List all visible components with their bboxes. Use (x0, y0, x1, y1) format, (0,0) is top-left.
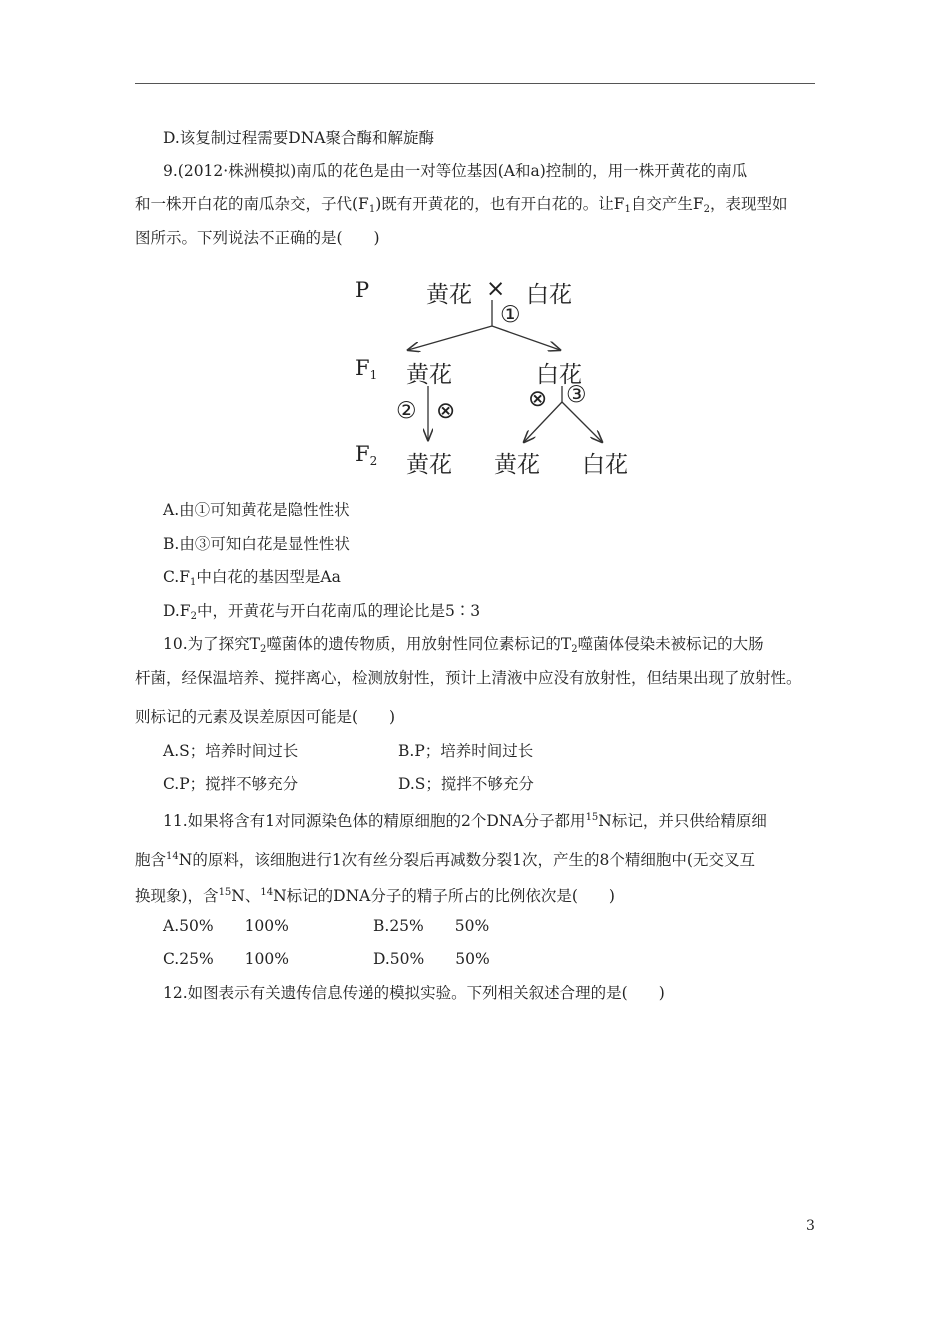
arrow-to-f2-white (562, 402, 602, 442)
arrow-to-f1-yellow (408, 326, 492, 350)
generation-f1: F1 (355, 356, 378, 382)
f2-yellow-flower-right: 黄花 (494, 452, 540, 478)
q11-stem-line3: 换现象)，含$^{15}$N、$^{14}$N标记的DNA分子的精子所占的比例依次是( ) (135, 887, 615, 905)
p-white-flower: 白花 (526, 282, 572, 308)
q11-stem-line2: 胞含$^{14}$N的原料，该细胞进行1次有丝分裂后再减数分裂1次，产生的8个精细胞中(无交叉互 (135, 851, 755, 869)
label-circle-2: ② (396, 398, 417, 424)
q9-option-b: B.由③可知白花是显性性状 (163, 535, 350, 553)
f2-yellow-flower-left: 黄花 (406, 452, 452, 478)
self-cross-symbol-right: ⊗ (528, 386, 548, 412)
q10-option-d: D.S；搅拌不够充分 (398, 775, 534, 793)
q10-option-a: A.S；培养时间过长 (163, 742, 299, 760)
q8-option-d: D.该复制过程需要DNA聚合酶和解旋酶 (163, 129, 434, 147)
f1-white-flower: 白花 (536, 362, 582, 388)
self-cross-symbol-left: ⊗ (436, 398, 456, 424)
header-rule (135, 83, 815, 84)
pedigree-diagram (340, 270, 640, 480)
q9-option-a: A.由①可知黄花是隐性性状 (163, 501, 350, 519)
q10-stem-line1: 10.为了探究$T_2$噬菌体的遗传物质，用放射性同位素标记的$T_2$噬菌体侵染未被标记的大肠 (163, 635, 764, 655)
label-circle-3: ③ (566, 382, 587, 408)
f2-white-flower: 白花 (582, 452, 628, 478)
p-yellow-flower: 黄花 (426, 282, 472, 308)
q10-stem-line2: 杆菌，经保温培养、搅拌离心，检测放射性，预计上清液中应没有放射性，但结果出现了放射性。 (135, 669, 802, 687)
q9-stem-line1: 9.(2012·株洲模拟)南瓜的花色是由一对等位基因(A和a)控制的，用一株开黄花的南瓜 (163, 162, 748, 180)
q9-option-d: $D.F_2$中，开黄花与开白花南瓜的理论比是5∶3 (163, 602, 481, 622)
arrow-to-f1-white (492, 326, 560, 350)
f1-yellow-flower: 黄花 (406, 362, 452, 388)
q11-option-d: D.50% 50% (373, 950, 490, 968)
cross-symbol: × (486, 276, 506, 302)
q12-stem-line1: 12.如图表示有关遗传信息传递的模拟实验。下列相关叙述合理的是( ) (163, 984, 665, 1002)
q10-stem-line3: 则标记的元素及误差原因可能是( ) (135, 708, 396, 726)
q9-stem-line2: 和一株开白花的南瓜杂交，子代$(F_1)$既有开黄花的，也有开白花的。让$F_1$自交产生$F_2$，表现型如 (135, 195, 788, 215)
q9-option-c: $C.F_1$中白花的基因型是Aa (163, 568, 341, 588)
q10-option-c: C.P；搅拌不够充分 (163, 775, 299, 793)
page-number: 3 (806, 1218, 815, 1234)
q11-option-a: A.50% 100% (163, 917, 289, 935)
q11-stem-line1: 11.如果将含有1对同源染色体的精原细胞的2个DNA分子都用$^{15}$N标记，并只供给精原细 (163, 812, 767, 830)
generation-p: P (355, 278, 370, 302)
label-circle-1: ① (500, 302, 521, 328)
q9-stem-line3: 图所示。下列说法不正确的是( ) (135, 229, 380, 247)
q11-option-b: B.25% 50% (373, 917, 490, 935)
q10-option-b: B.P；培养时间过长 (398, 742, 534, 760)
q11-option-c: C.25% 100% (163, 950, 289, 968)
generation-f2: F2 (355, 442, 378, 468)
